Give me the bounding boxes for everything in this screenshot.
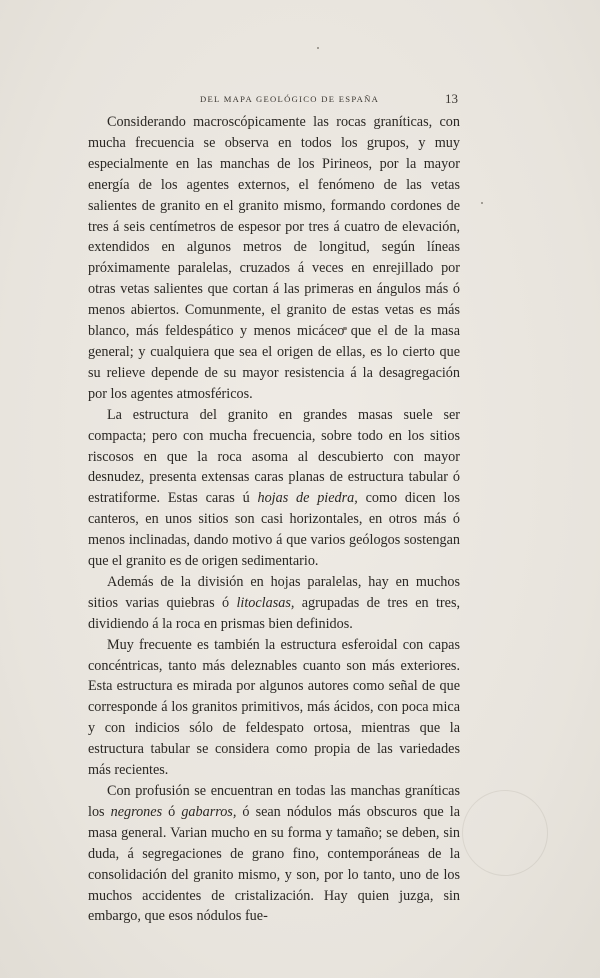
body-text (88, 112, 460, 927)
paragraph (88, 112, 460, 405)
paragraph-text: como dicen los canteros, en unos sitios son casi horizontales, en otros más ó menos inclinadas, dando motivo á que varios geólogos sostengan que el granito es de origen sedimentario. (88, 490, 460, 570)
italic-term: negrones (110, 803, 163, 820)
italic-term: litoclasas, (236, 594, 295, 611)
faint-library-stamp (462, 790, 548, 876)
paragraph-text: ó sean nódulos más obscuros que la masa general. Varian mucho en su forma y tamaño; se deben, sin duda, á segregaciones de grano fino, contemporáneas de la consolidación del granito mismo, y son, por lo tanto, uno de los muchos accidentes de cristalización. Hay quien juzga, sin embargo, que esos nódulos fue- (88, 803, 460, 925)
paragraph-text: Además de la división en hojas paralelas, hay en muchos sitios varias quiebras ó (88, 573, 460, 611)
paper-speck (481, 202, 483, 204)
italic-term: hojas de piedra, (257, 490, 358, 507)
paragraph (88, 572, 460, 635)
paragraph (88, 405, 460, 572)
paragraph (88, 635, 460, 781)
paragraph-text: Con profusión se encuentran en todas las manchas graníticas los (88, 783, 460, 820)
paragraph (88, 781, 460, 927)
paragraph-text: Considerando macroscópicamente las rocas graníticas, con mucha frecuencia se observa en todos los grupos, y muy especialmente en las manchas de los Pirineos, por la mayor energía de los agentes externos, el fenómeno de las vetas salientes de granito en el granito mismo, formando cordones de tres á seis centímetros de espesor por tres á cuatro de elevación, extendidos en algunos metros de longitud, según líneas próximamente paralelas, cruzados á veces en enrejillado por otras vetas salientes que cortan á las primeras en ángulos más ó menos abiertos. Comunmente, el granito de estas vetas es más blanco, más feldespático y menos micáceo que el de la masa general; y cualquiera que sea el origen de ellas, es lo cierto que su relieve depende de su mayor resistencia á la desagregación por los agentes atmosféricos. (88, 114, 460, 402)
running-title: DEL MAPA GEOLÓGICO DE ESPAÑA (200, 94, 380, 104)
italic-term: gabarros, (181, 803, 237, 820)
paragraph-text: agrupadas de tres en tres, dividiendo á la roca en prismas bien definidos. (88, 594, 461, 632)
paragraph-text: Muy frecuente es también la estructura esferoidal con capas concéntricas, tanto más deleznables cuanto son más exteriores. Esta estructura es mirada por algunos autores como señal de que corresponde á los granitos primitivos, más ácidos, con poca mica y con indicios sólo de feldespato ortosa, mientras que la estructura tabular se considera como propia de las variedades más recientes. (88, 636, 460, 779)
page-number: 13 (445, 91, 458, 106)
paragraph-text: ó (162, 803, 182, 820)
running-header (88, 91, 460, 110)
paper-speck (317, 47, 319, 49)
paragraph-text: La estructura del granito en grandes masas suele ser compacta; pero con mucha frecuencia, sobre todo en los sitios riscosos en que la roca asoma al descubierto con mayor desnudez, presenta extensas caras planas de estructura tabular ó estratiforme. Estas caras ú (88, 406, 460, 507)
